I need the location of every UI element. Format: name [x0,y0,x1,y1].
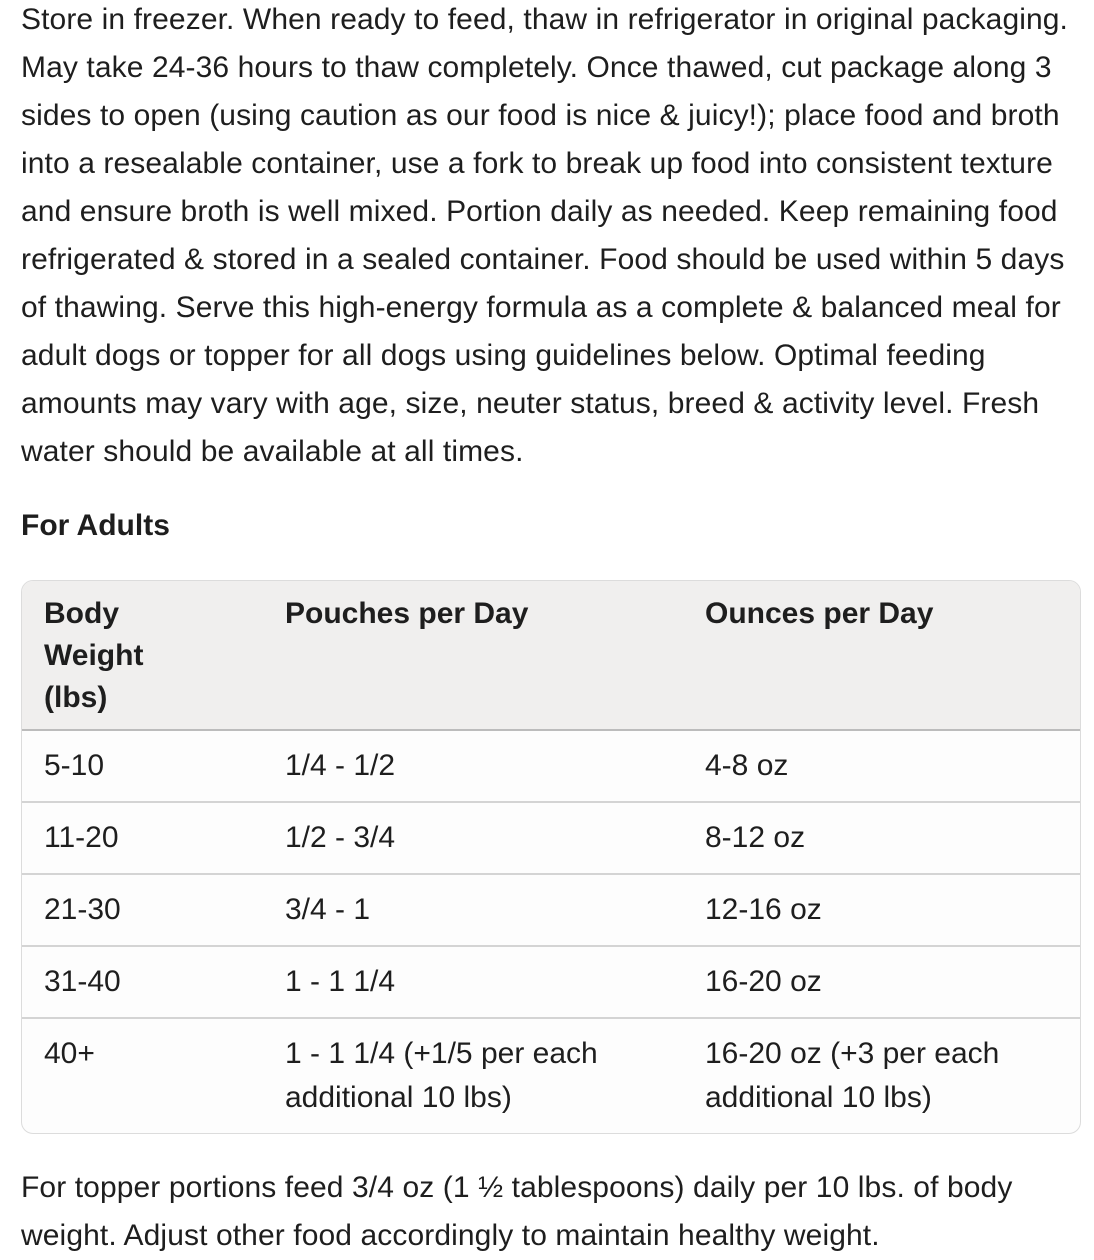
footer-note: For topper portions feed 3/4 oz (1 ½ tablespoons) daily per 10 lbs. of body weight. Adjust other food accordingly to maintain healthy weight. [21,1171,1013,1252]
table-header-cell: Pouches per Day [263,581,683,730]
table-body [22,730,1080,1133]
table-cell: 4-8 oz [705,749,789,782]
table-cell: 12-16 oz [683,874,1080,946]
table-cell: 11-20 [22,802,263,874]
table-cell: 31-40 [22,946,263,1018]
table-row [22,730,1080,802]
table-cell: 40+ [22,1018,263,1133]
table-cell: 16-20 oz [683,946,1080,1018]
section-heading-for-adults: For Adults [21,509,170,542]
table-cell: 1/4 - 1/2 [285,749,396,782]
table-cell: 3/4 - 1 [263,874,683,946]
table-header-cell: Body Weight (lbs) [22,581,263,730]
table-row [22,946,1080,1018]
table-cell: 21-30 [22,874,263,946]
table-row [22,1018,1080,1133]
table-cell: 8-12 oz [683,802,1080,874]
table-head [22,581,1080,730]
feeding-guide-table-card [21,580,1081,1134]
feeding-guide-table [22,581,1080,1133]
intro-paragraph: Store in freezer. When ready to feed, thaw in refrigerator in original packaging. May take 24-36 hours to thaw completely. Once thawed, cut package along 3 sides to open (using caution as our food is nice & juicy!); place food and broth into a resealable container, use a fork to break up food into consistent texture and ensure broth is well mixed. Portion daily as needed. Keep remaining food refrigerated & stored in a sealed container. Food should be used within 5 days of thawing. Serve this high-energy formula as a complete & balanced meal for adult dogs or topper for all dogs using guidelines below. Optimal feeding amounts may vary with age, size, neuter status, breed & activity level. Fresh water should be available at all times. [21,3,1068,468]
table-cell: 1 - 1 1/4 [263,946,683,1018]
table-cell: 1 - 1 1/4 (+1/5 per each additional 10 lbs) [263,1018,683,1133]
table-row [22,874,1080,946]
table-cell: 16-20 oz (+3 per each additional 10 lbs) [683,1018,1080,1133]
table-row [22,802,1080,874]
table-cell: 5-10 [44,749,105,782]
table-cell: 1/2 - 3/4 [263,802,683,874]
table-header-cell: Ounces per Day [683,581,1080,730]
table-header-row [22,581,1080,730]
